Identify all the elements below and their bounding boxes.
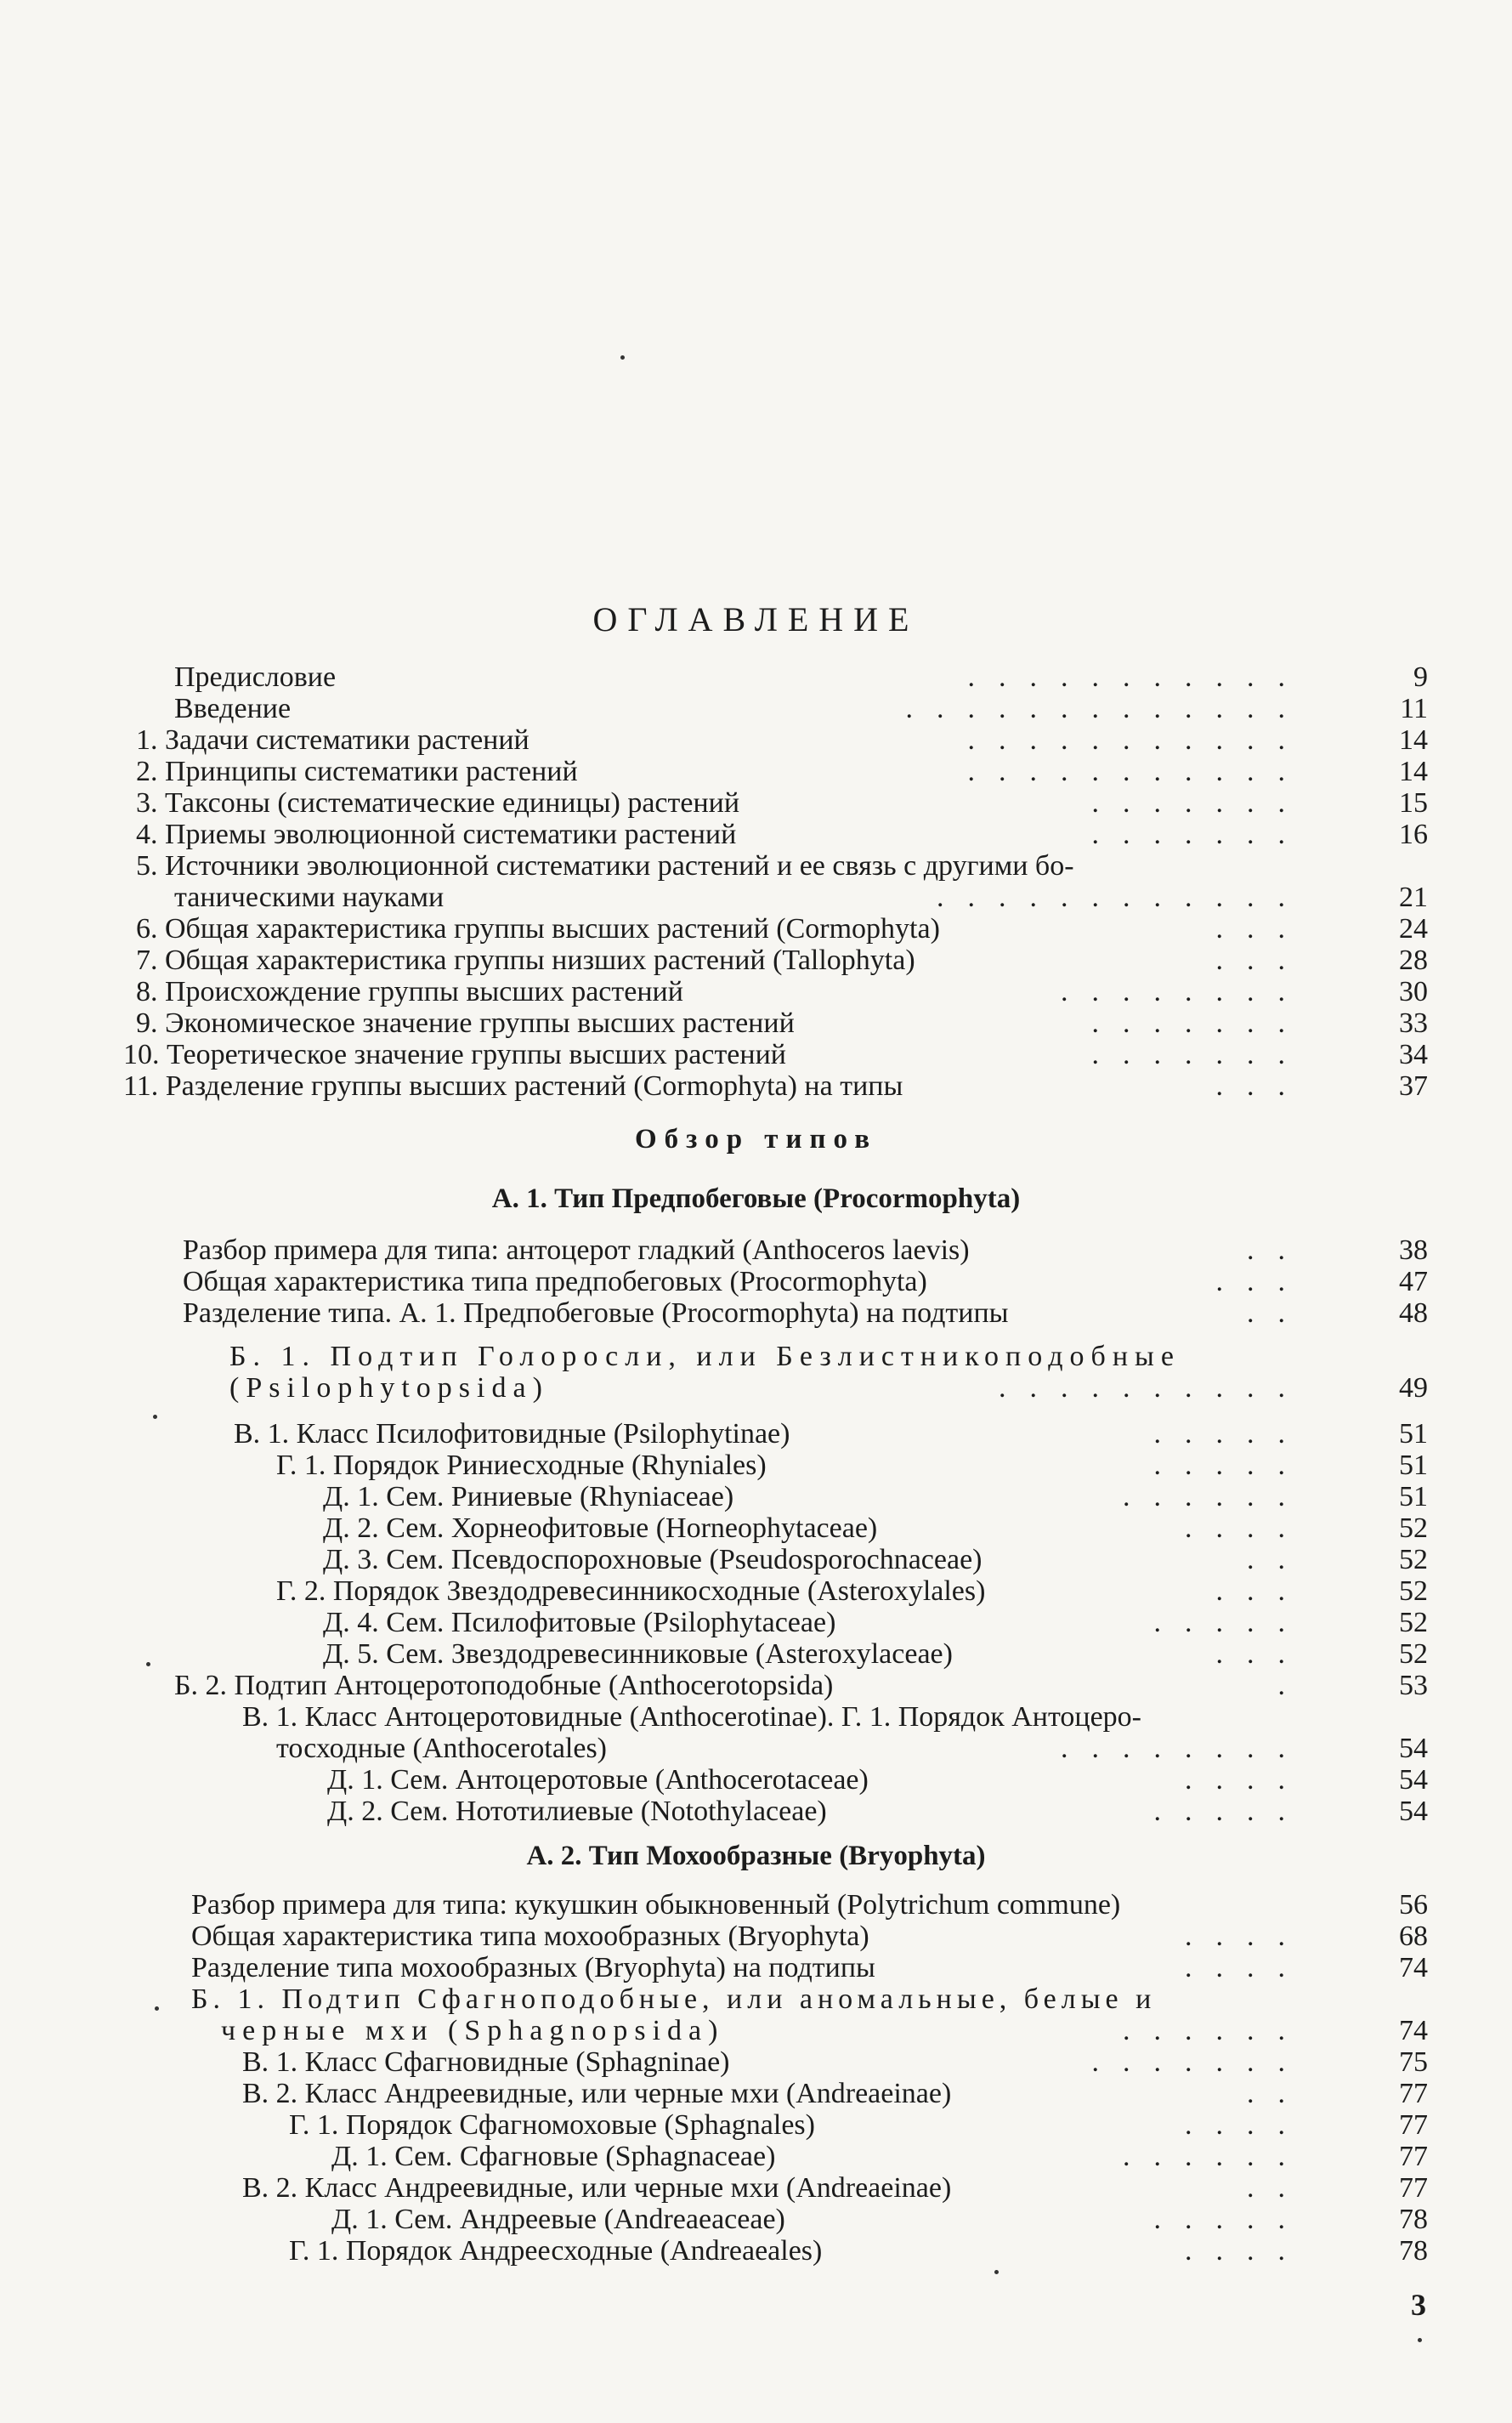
toc-entry-page: 38 (1399, 1234, 1428, 1266)
toc-entry-page: 52 (1399, 1607, 1428, 1638)
toc-entry-text: Б. 1. Подтип Сфагноподобные, или аномальные, белые и (191, 1983, 1157, 2015)
toc-entry-text: Д. 2. Сем. Хорнеофитовые (Horneophytaceae) (323, 1512, 878, 1544)
leader-dots: .. (1247, 2078, 1309, 2109)
toc-entry-page: 14 (1399, 756, 1428, 787)
toc-entry-page: 28 (1399, 945, 1428, 976)
toc-entry-text: В. 2. Класс Андреевидные, или черные мхи (Andreaeinae) (242, 2172, 952, 2204)
toc-entry-page: 34 (1399, 1039, 1428, 1070)
toc-entry-text: Д. 1. Сем. Сфагновые (Sphagnaceae) (331, 2141, 776, 2172)
toc-entry-text: Д. 1. Сем. Антоцеротовые (Anthocerotaceae) (327, 1764, 869, 1796)
leader-dots: ... (1215, 913, 1309, 945)
toc-entry-page: 74 (1399, 2015, 1428, 2046)
toc-entry-text: Д. 3. Сем. Псевдоспорохновые (Pseudosporochnaceae) (323, 1544, 983, 1575)
toc-entry-text: 4. Приемы эволюционной систематики растений (136, 819, 737, 850)
toc-entry-page: 47 (1399, 1266, 1428, 1297)
toc-entry-page: 14 (1399, 724, 1428, 756)
toc-entry-text: Г. 1. Порядок Сфагномоховые (Sphagnales) (289, 2109, 815, 2141)
toc-entry-text: 10. Теоретическое значение группы высших растений (123, 1039, 786, 1070)
toc-entry-page: 54 (1399, 1733, 1428, 1764)
section-heading: А. 1. Тип Предпобеговые (Procormophyta) (491, 1183, 1021, 1214)
toc-entry-text: (Psilophytopsida) (229, 1372, 549, 1404)
toc-entry-text: Д. 1. Сем. Андреевые (Andreaeaceae) (331, 2204, 785, 2235)
toc-entry-page: 48 (1399, 1297, 1428, 1329)
print-speck (1418, 2338, 1422, 2342)
toc-entry-page: 75 (1399, 2046, 1428, 2078)
leader-dots: ....... (1091, 787, 1309, 819)
section-heading: А. 2. Тип Мохообразные (Bryophyta) (526, 1841, 986, 1871)
toc-entry-page: 11 (1400, 693, 1428, 724)
toc-entry-page: 51 (1399, 1450, 1428, 1481)
toc-entry-text: Г. 1. Порядок Риниесходные (Rhyniales) (276, 1450, 767, 1481)
toc-entry-text: Д. 4. Сем. Псилофитовые (Psilophytaceae) (323, 1607, 836, 1638)
leader-dots: .... (1185, 1764, 1309, 1796)
leader-dots: .. (1247, 1234, 1309, 1266)
toc-entry-text: 2. Принципы систематики растений (136, 756, 578, 787)
overview-heading: Обзор типов (634, 1124, 878, 1155)
leader-dots: ........... (967, 756, 1309, 787)
leader-dots: .. (1247, 2172, 1309, 2204)
toc-entry-text: Разделение типа мохообразных (Bryophyta) на подтипы (191, 1952, 875, 1983)
toc-entry-page: 51 (1399, 1481, 1428, 1512)
toc-entry-text: Д. 2. Сем. Нототилиевые (Notothylaceae) (327, 1796, 827, 1827)
leader-dots: ........... (967, 661, 1309, 693)
print-speck (146, 1662, 150, 1666)
leader-dots: .... (1185, 1512, 1309, 1544)
leader-dots: ... (1215, 1638, 1309, 1670)
page-number: 3 (1411, 2288, 1426, 2322)
page-title: ОГЛАВЛЕНИЕ (592, 600, 920, 638)
leader-dots: ...... (1123, 2141, 1309, 2172)
toc-entry-text: Г. 2. Порядок Звездодревесинникосходные (Asteroxylales) (276, 1575, 986, 1607)
leader-dots: ..... (1153, 1796, 1309, 1827)
toc-entry-text: В. 2. Класс Андреевидные, или черные мхи (Andreaeinae) (242, 2078, 952, 2109)
toc-entry-page: 51 (1399, 1418, 1428, 1450)
toc-entry-text: 9. Экономическое значение группы высших растений (136, 1007, 795, 1039)
leader-dots: . (1277, 1670, 1309, 1701)
print-speck (620, 355, 625, 360)
leader-dots: .... (1185, 2109, 1309, 2141)
toc-entry-page: 15 (1399, 787, 1428, 819)
toc-entry-page: 68 (1399, 1921, 1428, 1952)
toc-entry-page: 52 (1399, 1638, 1428, 1670)
leader-dots: ..... (1153, 2204, 1309, 2235)
toc-entry-text: Общая характеристика типа предпобеговых (Procormophyta) (183, 1266, 927, 1297)
leader-dots: ... (1215, 945, 1309, 976)
toc-entry-page: 54 (1399, 1764, 1428, 1796)
leader-dots: ....... (1091, 819, 1309, 850)
leader-dots: ............. (905, 693, 1309, 724)
leader-dots: ............ (937, 882, 1309, 913)
toc-entry-page: 16 (1399, 819, 1428, 850)
toc-entry-page: 77 (1399, 2141, 1428, 2172)
toc-entry-page: 77 (1399, 2109, 1428, 2141)
leader-dots: .... (1185, 1952, 1309, 1983)
toc-entry-page: 77 (1399, 2172, 1428, 2204)
leader-dots: ..... (1153, 1450, 1309, 1481)
toc-entry-page: 49 (1399, 1372, 1428, 1404)
toc-entry-text: Разбор примера для типа: антоцерот гладкий (Anthoceros laevis) (183, 1234, 970, 1266)
toc-entry-text: 7. Общая характеристика группы низших растений (Tallophyta) (136, 945, 915, 976)
toc-entry-text: Д. 5. Сем. Звездодревесинниковые (Asteroxylaceae) (323, 1638, 953, 1670)
print-speck (153, 1415, 157, 1419)
toc-entry-text: 6. Общая характеристика группы высших растений (Cormophyta) (136, 913, 940, 945)
toc-entry-page: 53 (1399, 1670, 1428, 1701)
toc-entry-page: 52 (1399, 1544, 1428, 1575)
toc-entry-text: В. 1. Класс Псилофитовидные (Psilophytinae) (234, 1418, 790, 1450)
toc-entry-page: 77 (1399, 2078, 1428, 2109)
toc-entry-page: 74 (1399, 1952, 1428, 1983)
leader-dots: ....... (1091, 2046, 1309, 2078)
toc-entry-text: 11. Разделение группы высших растений (Cormophyta) на типы (123, 1070, 903, 1102)
toc-entry-text: Введение (174, 693, 292, 724)
toc-entry-text: Д. 1. Сем. Риниевые (Rhyniaceae) (323, 1481, 734, 1512)
leader-dots: ....... (1091, 1007, 1309, 1039)
toc-entry-text: 5. Источники эволюционной систематики растений и ее связь с другими бо- (136, 850, 1074, 882)
leader-dots: ........ (1061, 976, 1309, 1007)
toc-entry-page: 24 (1399, 913, 1428, 945)
toc-entry-text: черные мхи (Sphagnopsida) (221, 2015, 725, 2046)
leader-dots: ....... (1091, 1039, 1309, 1070)
leader-dots: ... (1215, 1266, 1309, 1297)
leader-dots: .......... (999, 1372, 1309, 1404)
toc-entry-text: Разделение типа. А. 1. Предпобеговые (Procormophyta) на подтипы (183, 1297, 1009, 1329)
toc-entry-page: 21 (1399, 882, 1428, 913)
toc-entry-page: 52 (1399, 1512, 1428, 1544)
leader-dots: ........... (967, 724, 1309, 756)
leader-dots: ... (1215, 1575, 1309, 1607)
toc-entry-page: 33 (1399, 1007, 1428, 1039)
toc-entry-text: таническими науками (174, 882, 445, 913)
toc-entry-text: Разбор примера для типа: кукушкин обыкновенный (Polytrichum commune) (191, 1889, 1121, 1921)
leader-dots: .. (1247, 1544, 1309, 1575)
print-speck (155, 2006, 159, 2011)
toc-entry-page: 30 (1399, 976, 1428, 1007)
toc-entry-text: В. 1. Класс Антоцеротовидные (Anthocerotinae). Г. 1. Порядок Антоцеро- (242, 1701, 1142, 1733)
leader-dots: .. (1247, 1297, 1309, 1329)
toc-entry-text: В. 1. Класс Сфагновидные (Sphagninae) (242, 2046, 730, 2078)
toc-entry-page: 54 (1399, 1796, 1428, 1827)
toc-entry-page: 78 (1399, 2204, 1428, 2235)
leader-dots: .... (1185, 1921, 1309, 1952)
toc-entry-page: 9 (1413, 661, 1428, 693)
toc-entry-page: 56 (1399, 1889, 1428, 1921)
leader-dots: ...... (1123, 1481, 1309, 1512)
toc-entry-text: Г. 1. Порядок Андреесходные (Andreaeales) (289, 2235, 823, 2267)
toc-entry-text: тосходные (Anthocerotales) (276, 1733, 608, 1764)
print-speck (994, 2270, 999, 2274)
toc-entry-page: 37 (1399, 1070, 1428, 1102)
toc-entry-page: 78 (1399, 2235, 1428, 2267)
toc-entry-page: 52 (1399, 1575, 1428, 1607)
toc-entry-text: 1. Задачи систематики растений (136, 724, 529, 756)
leader-dots: ... (1215, 1070, 1309, 1102)
leader-dots: .... (1185, 2235, 1309, 2267)
leader-dots: ........ (1061, 1733, 1309, 1764)
toc-entry-text: Б. 2. Подтип Антоцеротоподобные (Anthocerotopsida) (174, 1670, 834, 1701)
leader-dots: ..... (1153, 1607, 1309, 1638)
toc-entry-text: Общая характеристика типа мохообразных (Bryophyta) (191, 1921, 869, 1952)
leader-dots: ..... (1153, 1418, 1309, 1450)
toc-entry-text: Б. 1. Подтип Голоросли, или Безлистникоподобные (229, 1341, 1181, 1372)
toc-entry-text: 8. Происхождение группы высших растений (136, 976, 683, 1007)
toc-entry-text: 3. Таксоны (систематические единицы) растений (136, 787, 740, 819)
toc-entry-text: Предисловие (174, 661, 337, 693)
leader-dots: ...... (1123, 2015, 1309, 2046)
